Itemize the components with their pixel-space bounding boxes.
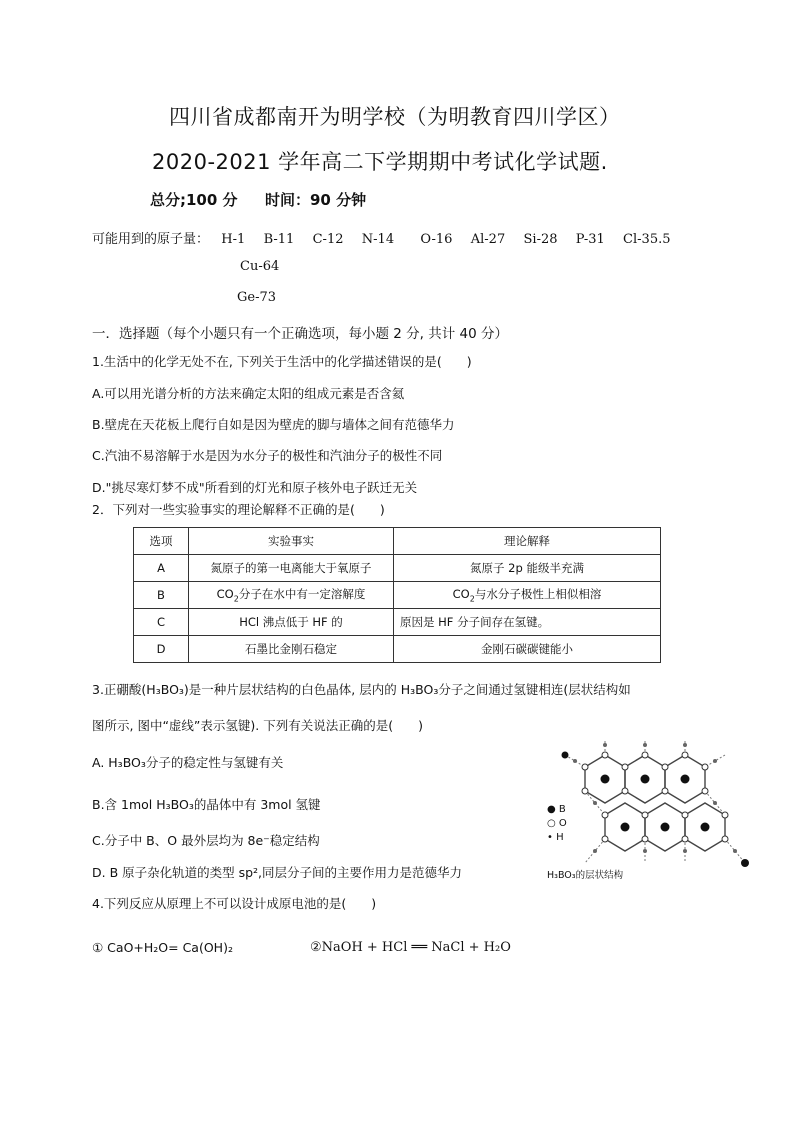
table-cell-option: B [134,582,189,609]
hydrogen-atom-icon: • [547,832,553,843]
q2-table [133,527,661,663]
q3-option-b: B.含 1mol H₃BO₃的晶体中有 3mol 氢键 [92,797,321,812]
legend-item-o: ○ O [547,818,567,829]
mass-item: Si-28 [523,232,558,247]
section-heading-choice: 一．选择题（每个小题只有一个正确选项，每小题 2 分, 共计 40 分） [92,326,509,342]
mass-item: C-12 [312,232,344,247]
atomic-mass-label: 可能用到的原子量： [92,232,210,247]
table-header-row [134,528,661,555]
table-header-cell: 理论解释 [394,528,661,555]
q2-stem: 2．下列对一些实验事实的理论解释不正确的是( ) [92,502,385,517]
total-score: 总分;100 分 [150,191,238,209]
table-cell-fact: 石墨比金刚石稳定 [189,636,394,663]
table-cell-explanation: 原因是 HF 分子间存在氢键。 [394,609,661,636]
q3-stem-line1: 3.正硼酸(H₃BO₃)是一种片层状结构的白色晶体, 层内的 H₃BO₃分子之间通过氢键相连(层状结构如 [92,682,631,697]
table-cell-explanation: 氮原子 2p 能级半充满 [394,555,661,582]
table-cell-explanation: 金刚石碳碳键能小 [394,636,661,663]
q1-option-d: D."挑尽寒灯梦不成"所看到的灯光和原子核外电子跃迁无关 [92,480,418,495]
table-row [134,555,661,582]
q1-option-b: B.壁虎在天花板上爬行自如是因为壁虎的脚与墙体之间有范德华力 [92,417,455,432]
table-cell-option: C [134,609,189,636]
time-limit: 时间：90 分钟 [265,191,367,209]
q3-option-d: D. B 原子杂化轨道的类型 sp²,同层分子间的主要作用力是范德华力 [92,865,463,880]
table-row [134,582,661,609]
q3-stem-line2: 图所示, 图中“虚线”表示氢键). 下列有关说法正确的是( ) [92,718,423,733]
q1-stem: 1.生活中的化学无处不在, 下列关于生活中的化学描述错误的是( ) [92,354,472,369]
q1-option-c: C.汽油不易溶解于水是因为水分子的极性和汽油分子的极性不同 [92,448,443,463]
atomic-mass-cu: Cu-64 [240,259,280,274]
atomic-mass-ge: Ge-73 [237,290,277,305]
doc-title-line2: 2020-2021 学年高二下学期期中考试化学试题. [152,150,608,174]
h3bo3-lattice-diagram [535,735,767,885]
figure-legend [547,803,567,845]
q3-option-c: C.分子中 B、O 最外层均为 8e⁻稳定结构 [92,833,320,848]
h3bo3-structure-figure [535,735,767,885]
table-cell-explanation: $CO_2$与水分子极性上相似相溶 [394,582,661,609]
mass-item: Al-27 [470,232,506,247]
figure-caption: H₃BO₃的层状结构 [547,870,624,881]
table-row [134,636,661,663]
q4-reaction-1: ① CaO+H₂O= Ca(OH)₂ [92,940,233,955]
mass-item: O-16 [420,232,453,247]
table-cell-option: D [134,636,189,663]
doc-title-line1: 四川省成都南开为明学校（为明教育四川学区） [169,105,621,129]
legend-item-h: • H [547,832,564,843]
atomic-mass-row [92,228,671,247]
table-header-cell: 选项 [134,528,189,555]
table-cell-option: A [134,555,189,582]
table-cell-fact: 氮原子的第一电离能大于氧原子 [189,555,394,582]
oxygen-atom-icon: ○ [547,818,556,829]
q4-reaction-2: ②NaOH + HCl ══ NaCl + H₂O [310,940,511,955]
legend-item-b: ● B [547,804,566,815]
mass-item: B-11 [263,232,295,247]
boron-atom-icon: ● [547,804,556,815]
table-header-cell: 实验事实 [189,528,394,555]
mass-item: P-31 [575,232,605,247]
table-row [134,609,661,636]
mass-item: H-1 [221,232,246,247]
q1-option-a: A.可以用光谱分析的方法来确定太阳的组成元素是否含氦 [92,386,405,401]
q3-option-a: A. H₃BO₃分子的稳定性与氢键有关 [92,755,284,770]
q4-stem: 4.下列反应从原理上不可以设计成原电池的是( ) [92,896,377,911]
mass-item: N-14 [361,232,395,247]
table-cell-fact: HCl 沸点低于 HF 的 [189,609,394,636]
mass-item: Cl-35.5 [623,232,671,247]
table-cell-fact: $CO_2$分子在水中有一定溶解度 [189,582,394,609]
